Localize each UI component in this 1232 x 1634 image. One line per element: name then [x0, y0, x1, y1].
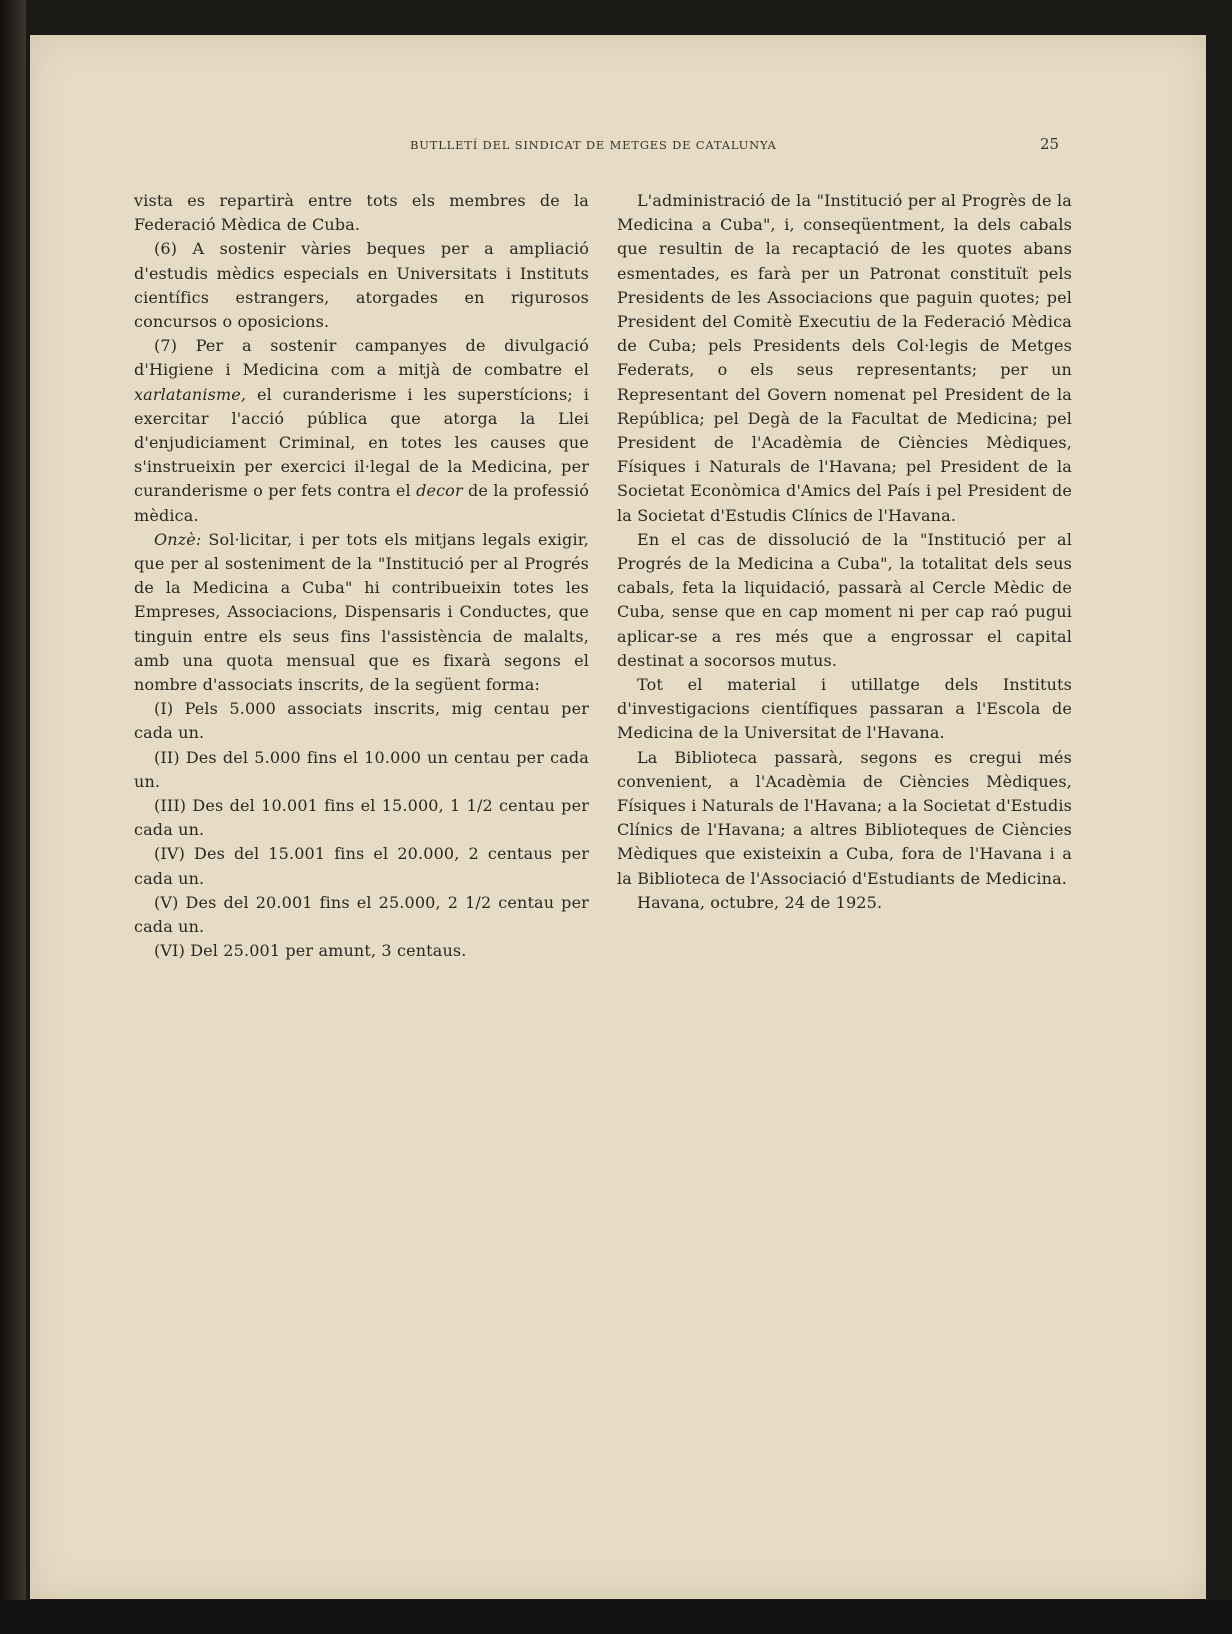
paragraph: (6) A sostenir vàries beques per a ampliació d'estudis mèdics especials en Universitats i Instituts científics estrangers, atorgades en rigurosos concursos o oposicions.: [134, 239, 589, 332]
page-number: 25: [1040, 135, 1060, 153]
page-header: [30, 135, 1206, 159]
list-item: (V) Des del 20.001 fins el 25.000, 2 1/2 centau per cada un.: [134, 892, 589, 937]
list-item: (IV) Des del 15.001 fins el 20.000, 2 centaus per cada un.: [134, 844, 589, 888]
paragraph: Onzè: Sol·licitar, i per tots els mitjans legals exigir, que per al sosteniment de la "Institució per al Progrés de la Medicina a Cuba" hi contribueixin totes les Empreses, Associacions, Dispensaris i Conductes, que tinguin entre els seus fins l'assistència de malalts, amb una quota mensual que es fixarà segons el nombre d'associats inscrits, de la següent forma:: [134, 529, 589, 695]
paragraph: Tot el material i utillatge dels Instituts d'investigacions científiques passaran a l'Escola de Medicina de la Universitat de l'Havana.: [617, 675, 1072, 743]
italic-heading: Onzè:: [154, 529, 202, 549]
scan-left-edge: [0, 0, 26, 1634]
list-item: (II) Des del 5.000 fins el 10.000 un centau per cada un.: [134, 747, 589, 791]
date-line: Havana, octubre, 24 de 1925.: [637, 892, 883, 912]
right-column: [617, 189, 1072, 915]
italic-term: xarlatanisme,: [134, 384, 247, 404]
paragraph: En el cas de dissolució de la "Institució per al Progrés de la Medicina a Cuba", la totalitat dels seus cabals, feta la liquidació, passarà al Cercle Mèdic de Cuba, sense que en cap moment ni per cap raó pugui aplicar-se a res més que a engrossar el capital destinat a socorsos mutus.: [617, 529, 1072, 670]
italic-term: decor: [416, 481, 463, 501]
document-page: [30, 35, 1206, 1599]
left-column: [134, 189, 589, 964]
scan-bottom-edge: [0, 1600, 1232, 1634]
running-title: BUTLLETÍ DEL SINDICAT DE METGES DE CATALUNYA: [410, 138, 777, 152]
paragraph: La Biblioteca passarà, segons es cregui més convenient, a l'Acadèmia de Ciències Mèdiques, Físiques i Naturals de l'Havana; a la Societat d'Estudis Clínics de l'Havana; a altres Biblioteques de Ciències Mèdiques que existeixin a Cuba, fora de l'Havana i a la Biblioteca de l'Associació d'Estudiants de Medicina.: [617, 747, 1072, 888]
paragraph: (7) Per a sostenir campanyes de divulgació d'Higiene i Medicina com a mitjà de combatre el xarlatanisme, el curanderisme i les superstícions; i exercitar l'acció pública que atorga la Llei d'enjudiciament Criminal, en totes les causes que s'instrueixin per exercici il·legal de la Medicina, per curanderisme o per fets contra el decor de la professió mèdica.: [134, 336, 589, 525]
paragraph: vista es repartirà entre tots els membres de la Federació Mèdica de Cuba.: [134, 191, 589, 235]
list-item: (VI) Del 25.001 per amunt, 3 centaus.: [154, 941, 467, 961]
paragraph: L'administració de la "Institució per al Progrès de la Medicina a Cuba", i, conseqüentment, la dels cabals que resultin de la recaptació de les quotes abans esmentades, es farà per un Patronat constituït pels Presidents de les Associacions que paguin quotes; pel President del Comitè Executiu de la Federació Mèdica de Cuba; pels Presidents dels Col·legis de Metges Federats, o els seus representants; per un Representant del Govern nomenat pel President de la República; pel Degà de la Facultat de Medicina; pel President de l'Acadèmia de Ciències Mèdiques, Físiques i Naturals de l'Havana; pel President de la Societat Econòmica d'Amics del País i pel President de la Societat d'Estudis Clínics de l'Havana.: [617, 191, 1072, 525]
list-item: (III) Des del 10.001 fins el 15.000, 1 1/2 centau per cada un.: [134, 796, 589, 840]
list-item: (I) Pels 5.000 associats inscrits, mig centau per cada un.: [134, 699, 589, 743]
